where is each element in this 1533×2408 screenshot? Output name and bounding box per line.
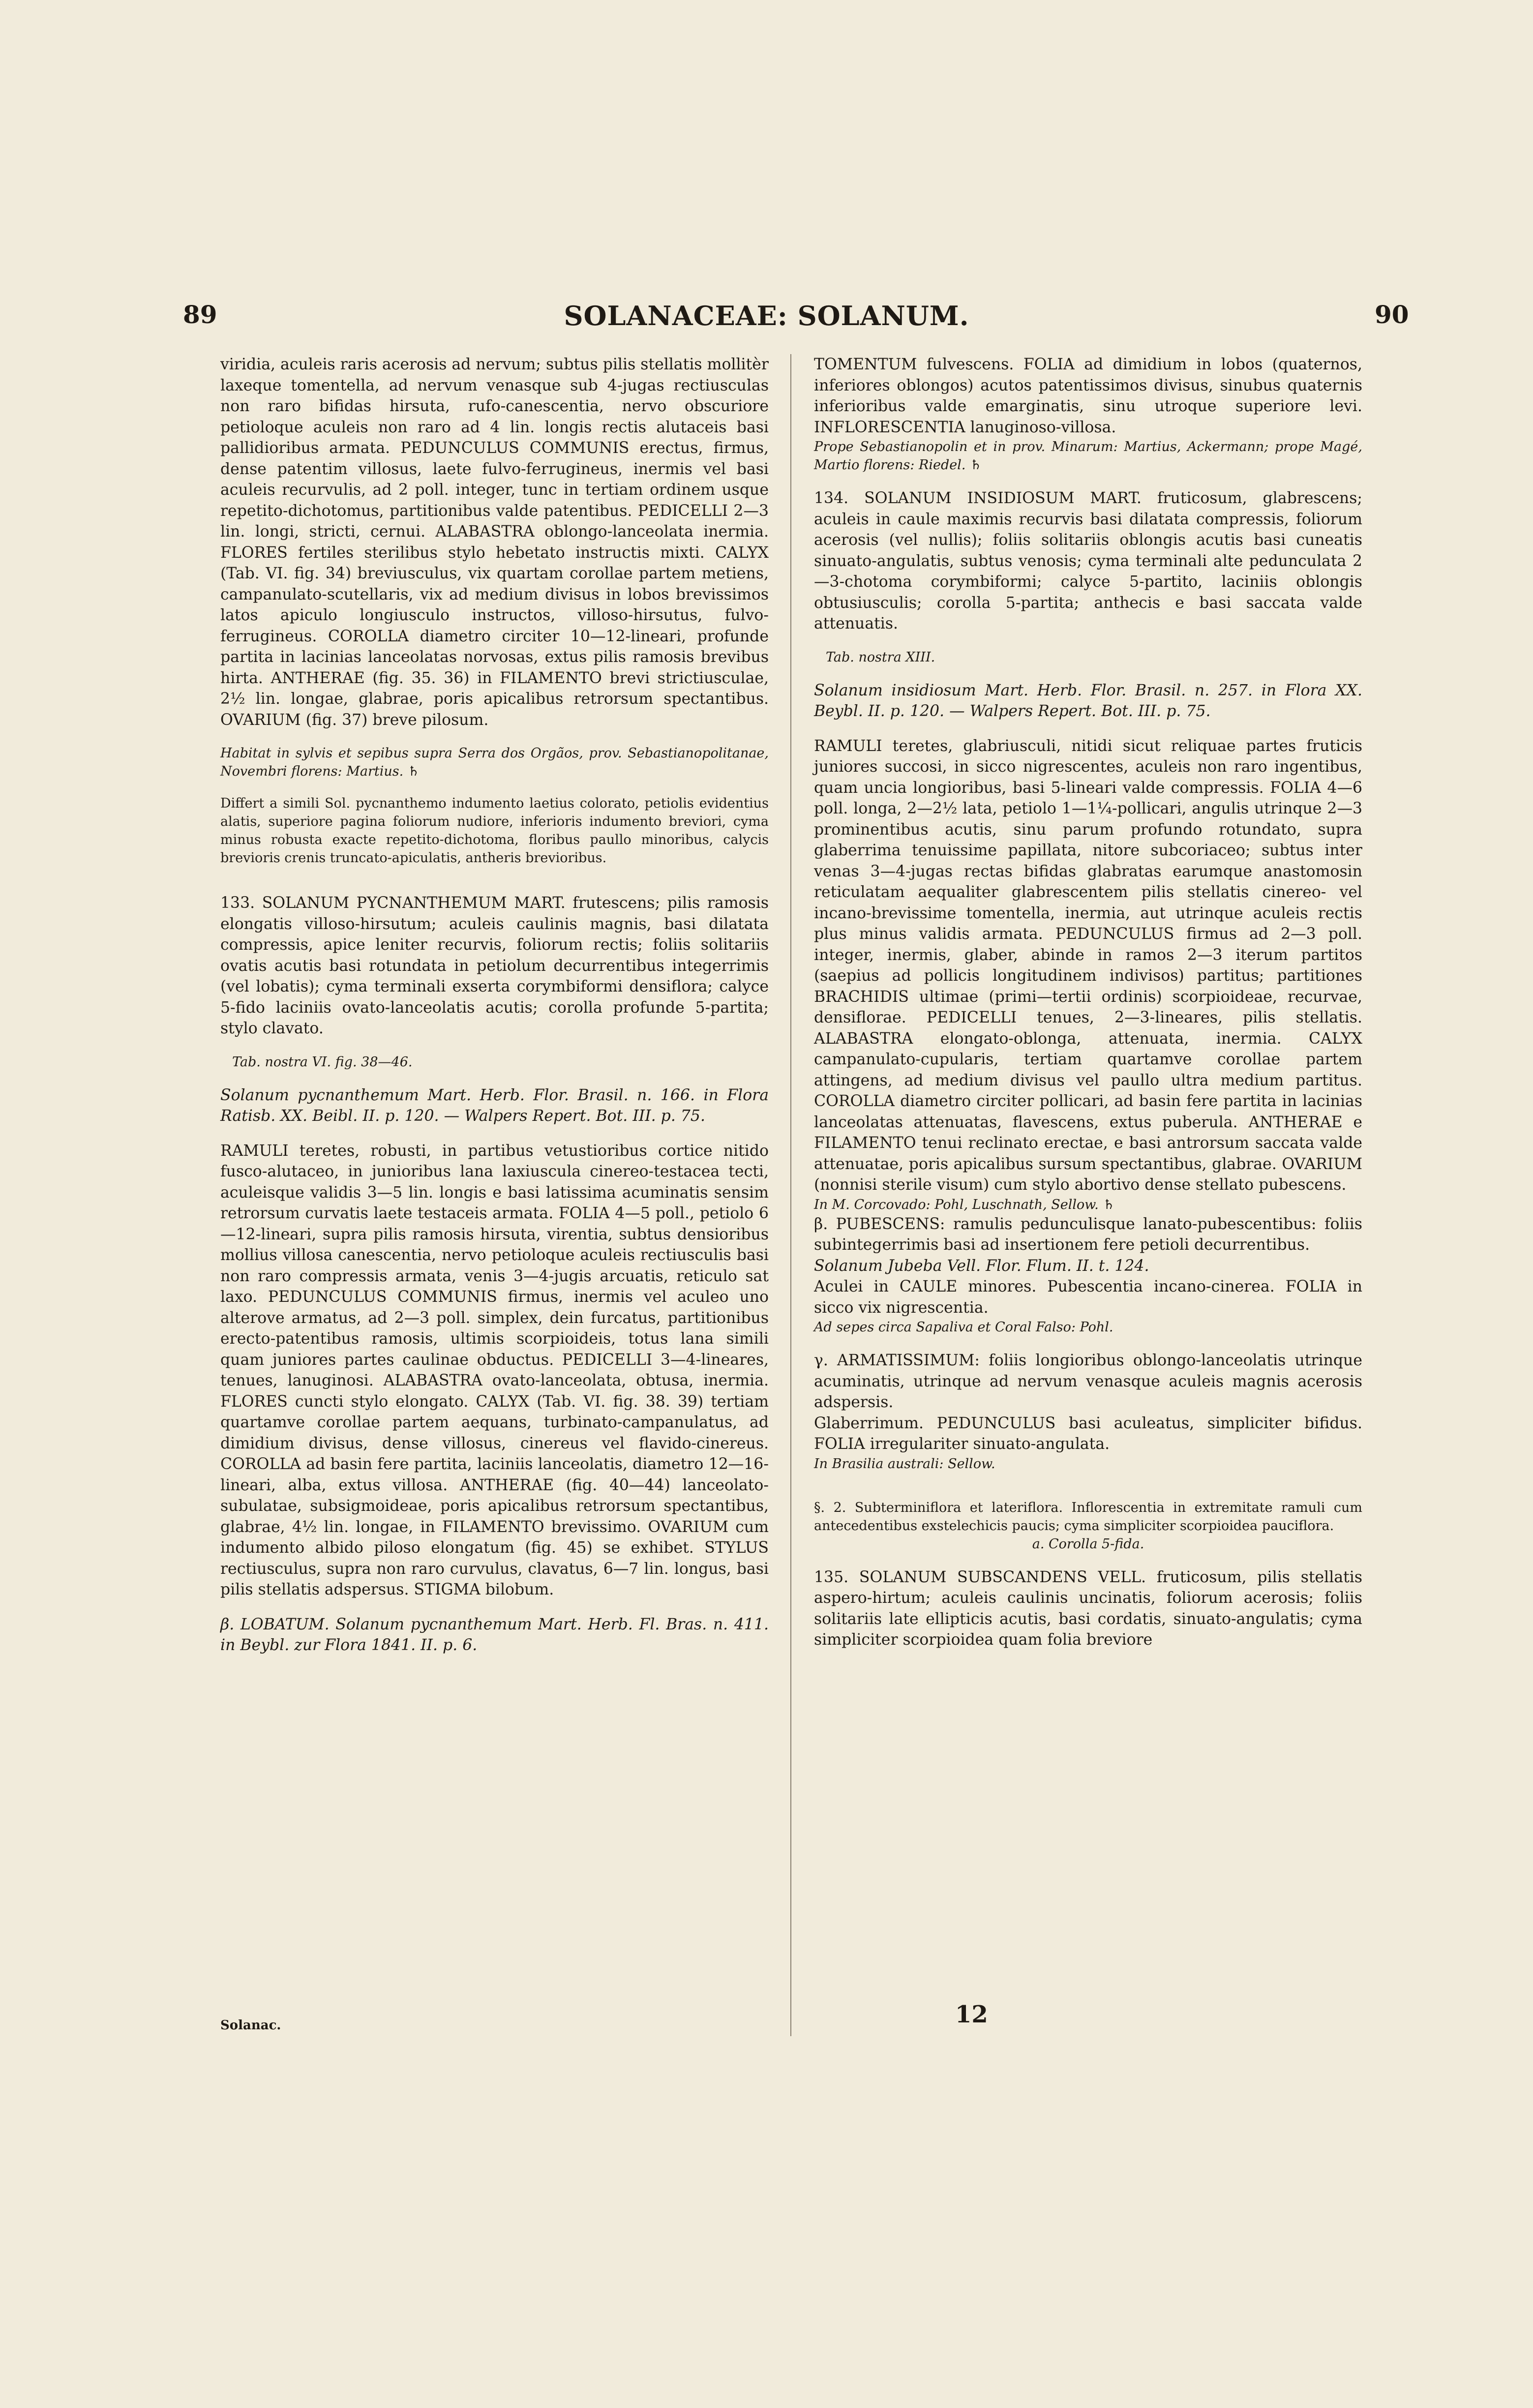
- spacer: [220, 730, 769, 744]
- paragraph: Tab. nostra XIII.: [826, 649, 935, 665]
- paragraph: Aculei in CAULE minores. Pubescentia incano-cinerea. FOLIA in sicco vix nigrescentia.: [814, 1278, 1362, 1317]
- spacer: [814, 722, 1362, 736]
- paragraph: Differt a simili Sol. pycnanthemo indumento laetius colorato, petiolis evidentius alatis, superiore pagina foliorum nudiore, inferioris indumento breviori, cyma minus robusta exacte repetito-dichotoma, floribus paullo minoribus, calycis brevioris crenis truncato-apiculatis, antheris brevioribus.: [220, 796, 769, 866]
- page-number-left: 89: [183, 300, 217, 329]
- sheet-number: 12: [955, 2001, 988, 2028]
- paragraph: Prope Sebastianopolin et in prov. Minarum: Martius, Ackermann; prope Magé, Martio florens: Riedel. ♄: [814, 439, 1362, 473]
- paragraph: Solanum Jubeba Vell. Flor. Flum. II. t. 124.: [814, 1257, 1149, 1275]
- paragraph: TOMENTUM fulvescens. FOLIA ad dimidium in lobos (quaternos, inferiores oblongos) acutos patentissimos divisus, sinubus quaternis inferioribus valde emarginatis, sinu utroque superiore levi. INFLORESCENTIA lanuginoso-villosa.: [814, 356, 1362, 436]
- column-divider: [790, 354, 791, 2036]
- paragraph: In Brasilia australi: Sellow.: [814, 1456, 995, 1472]
- paragraph: 134. SOLANUM INSIDIOSUM MART. fruticosum, glabrescens; aculeis in caule maximis recurvis basi dilatata compressis, foliorum acerosis (vel nullis); foliis solitariis oblongis acutis basi cuneatis sinuato-angulatis, subtus venosis; cyma terminali alte pedunculata 2—3-chotoma corymbiformi; calyce 5-partito, laciniis oblongis obtusiusculis; corolla 5-partita; anthecis e basi saccata valde attenuatis.: [814, 489, 1362, 632]
- paragraph: β. PUBESCENS: ramulis pedunculisque lanato-pubescentibus: foliis subintegerrimis basi ad insertionem fere petioli decurrentibus.: [814, 1215, 1362, 1254]
- spacer: [220, 1071, 769, 1085]
- paragraph: §. 2. Subterminiflora et lateriflora. Inflorescentia in extremitate ramuli cum antecedentibus exstelechicis paucis; cyma simpliciter scorpioidea pauciflora.: [814, 1500, 1362, 1534]
- paragraph: RAMULI teretes, glabriusculi, nitidi sicut reliquae partes fruticis juniores succosi, in sicco nigrescentes, aculeis non raro ingentibus, quam uncia longioribus, basi 5-lineari valde compressis. FOLIA 4—6 poll. longa, 2—2½ lata, petiolo 1—1¼-pollicari, angulis utrinque 2—3 prominentibus acutis, sinu parum profundo rotundato, supra glaberrima tenuissime papillata, nitore subcoriaceo; subtus inter venas 3—4-jugas rectas bifidas glabratas earumque anastomosin reticulatam aequaliter glabrescentem pilis stellatis cinereo- vel incano-brevissime tomentella, inermia, aut utrinque aculeis rectis plus minus validis armata. PEDUNCULUS firmus ad 2—3 poll. integer, inermis, glaber, abinde in ramos 2—3 iterum partitos (saepius ad pollicis longitudinem indivisos) partitus; partitiones BRACHIDIS ultimae (primi—tertii ordinis) scorpioideae, recurvae, densiflorae. PEDICELLI tenues, 2—3-lineares, pilis stellatis. ALABASTRA elongato-oblonga, attenuata, inermia. CALYX campanulato-cupularis, tertiam quartamve corollae partem attingens, ad medium divisus vel paullo ultra medium partitus. COROLLA diametro circiter pollicari, ad basin fere partita in lacinias lanceolatas attenuatas, flavescens, extus puberula. ANTHERAE e FILAMENTO tenui reclinato erectae, e basi antrorsum saccata valde attenuatae, poris apicalibus sursum spectantibus, glabrae. OVARIUM (nonnisi sterile visum) cum stylo abortivo dense stellato pubescens.: [814, 737, 1362, 1194]
- spacer: [814, 634, 1362, 648]
- paragraph: Tab. nostra VI. fig. 38—46.: [232, 1054, 413, 1070]
- spacer: [814, 474, 1362, 488]
- right-column: [814, 354, 1362, 1651]
- spacer: [220, 1600, 769, 1614]
- paragraph: Ad sepes circa Sapaliva et Coral Falso: Pohl.: [814, 1320, 1113, 1335]
- spacer: [814, 1473, 1362, 1499]
- spacer: [220, 781, 769, 794]
- left-column: [220, 354, 769, 1656]
- spacer: [814, 1336, 1362, 1350]
- paragraph: Solanum insidiosum Mart. Herb. Flor. Brasil. n. 257. in Flora XX. Beybl. II. p. 120. — Walpers Repert. Bot. III. p. 75.: [814, 681, 1362, 720]
- paragraph: a. Corolla 5-fida.: [1032, 1536, 1144, 1552]
- signature-mark: Solanac.: [220, 2018, 281, 2033]
- page-number-right: 90: [1375, 300, 1409, 329]
- running-title: SOLANACEAE: SOLANUM.: [564, 300, 969, 331]
- paragraph: β. LOBATUM. Solanum pycnanthemum Mart. Herb. Fl. Bras. n. 411. in Beybl. zur Flora 1841. II. p. 6.: [220, 1615, 769, 1654]
- paragraph: 133. SOLANUM PYCNANTHEMUM MART. frutescens; pilis ramosis elongatis villoso-hirsutum; aculeis caulinis magnis, basi dilatata compressis, apice leniter recurvis, foliorum rectis; foliis solitariis ovatis acutis basi rotundata in petiolum decurrentibus integerrimis (vel lobatis); cyma terminali exserta corymbiformi densiflora; calyce 5-fido laciniis ovato-lanceolatis acutis; corolla profunde 5-partita; stylo clavato.: [220, 894, 769, 1037]
- spacer: [814, 666, 1362, 680]
- spacer: [814, 1553, 1362, 1567]
- paragraph: Glaberrimum. PEDUNCULUS basi aculeatus, simpliciter bifidus. FOLIA irregulariter sinuato-angulata.: [814, 1414, 1362, 1453]
- paragraph: γ. ARMATISSIMUM: foliis longioribus oblongo-lanceolatis utrinque acuminatis, utrinque ad nervum venasque aculeis magnis acerosis adspersis.: [814, 1352, 1362, 1411]
- paragraph: viridia, aculeis raris acerosis ad nervum; subtus pilis stellatis mollitèr laxeque tomentella, ad nervum venasque sub 4-jugas rectiusculas non raro bifidas hirsuta, rufo-canescentia, nervo obscuriore petioloque aculeis non raro ad 4 lin. longis rectis alutaceis basi pallidioribus armata. PEDUNCULUS COMMUNIS erectus, firmus, dense patentim villosus, laete fulvo-ferrugineus, inermis vel basi aculeis recurvulis, ad 2 poll. integer, tunc in tertiam ordinem usque repetito-dichotomus, partitionibus valde patentibus. PEDICELLI 2—3 lin. longi, stricti, cernui. ALABASTRA oblongo-lanceolata inermia. FLORES fertiles sterilibus stylo hebetato instructis mixti. CALYX (Tab. VI. fig. 34) breviusculus, vix quartam corollae partem metiens, campanulato-scutellaris, vix ad medium divisus in lobos brevissimos latos apiculo longiusculo instructos, villoso-hirsutus, fulvo-ferrugineus. COROLLA diametro circiter 10—12-lineari, profunde partita in lacinias lanceolatas norvosas, extus pilis ramosis brevibus hirta. ANTHERAE (fig. 35. 36) in FILAMENTO brevi strictiusculae, 2½ lin. longae, glabrae, poris apicalibus retrorsum spectantibus. OVARIUM (fig. 37) breve pilosum.: [220, 356, 769, 729]
- paragraph: In M. Corcovado: Pohl, Luschnath, Sellow. ♄: [814, 1197, 1115, 1212]
- paragraph: RAMULI teretes, robusti, in partibus vetustioribus cortice nitido fusco-alutaceo, in junioribus lana laxiuscula cinereo-testacea tecti, aculeisque validis 3—5 lin. longis e basi latissima acuminatis sensim retrorsum curvatis laete testaceis armata. FOLIA 4—5 poll., petiolo 6—12-lineari, supra pilis ramosis hirsuta, virentia, subtus densioribus mollius villosa canescentia, nervo petioloque aculeis rectiusculis basi non raro compressis armata, venis 3—4-jugis arcuatis, reticulo sat laxo. PEDUNCULUS COMMUNIS firmus, inermis vel aculeo uno alterove armatus, ad 2—3 poll. simplex, dein furcatus, partitionibus erecto-patentibus ramosis, ultimis scorpioideis, totus lana simili quam juniores partes caulinae obductus. PEDICELLI 3—4-lineares, tenues, lanuginosi. ALABASTRA ovato-lanceolata, obtusa, inermia. FLORES cuncti stylo elongato. CALYX (Tab. VI. fig. 38. 39) tertiam quartamve corollae partem aequans, turbinato-campanulatus, ad dimidium divisus, dense villosus, cinereus vel flavido-cinereus. COROLLA ad basin fere partita, laciniis lanceolatis, diametro 12—16-lineari, alba, extus villosa. ANTHERAE (fig. 40—44) lanceolato-subulatae, subsigmoideae, poris apicalibus retrorsum spectantibus, glabrae, 4½ lin. longae, in FILAMENTO brevissimo. OVARIUM cum indumento albido piloso elongatum (fig. 45) se exhibet. STYLUS rectiusculus, supra non raro curvulus, clavatus, 6—7 lin. longus, basi pilis stellatis adspersus. STIGMA bilobum.: [220, 1142, 769, 1598]
- paragraph: 135. SOLANUM SUBSCANDENS VELL. fruticosum, pilis stellatis aspero-hirtum; aculeis caulinis uncinatis, foliorum acerosis; foliis solitariis late ellipticis acutis, basi cordatis, sinuato-angulatis; cyma simpliciter scorpioidea quam folia breviore: [814, 1568, 1362, 1649]
- spacer: [220, 1127, 769, 1141]
- spacer: [220, 1039, 769, 1053]
- page-header: [0, 300, 1533, 339]
- spacer: [220, 867, 769, 893]
- paragraph: Habitat in sylvis et sepibus supra Serra dos Orgãos, prov. Sebastianopolitanae, Novembri florens: Martius. ♄: [220, 746, 769, 779]
- paragraph: Solanum pycnanthemum Mart. Herb. Flor. Brasil. n. 166. in Flora Ratisb. XX. Beibl. II. p. 120. — Walpers Repert. Bot. III. p. 75.: [220, 1086, 769, 1125]
